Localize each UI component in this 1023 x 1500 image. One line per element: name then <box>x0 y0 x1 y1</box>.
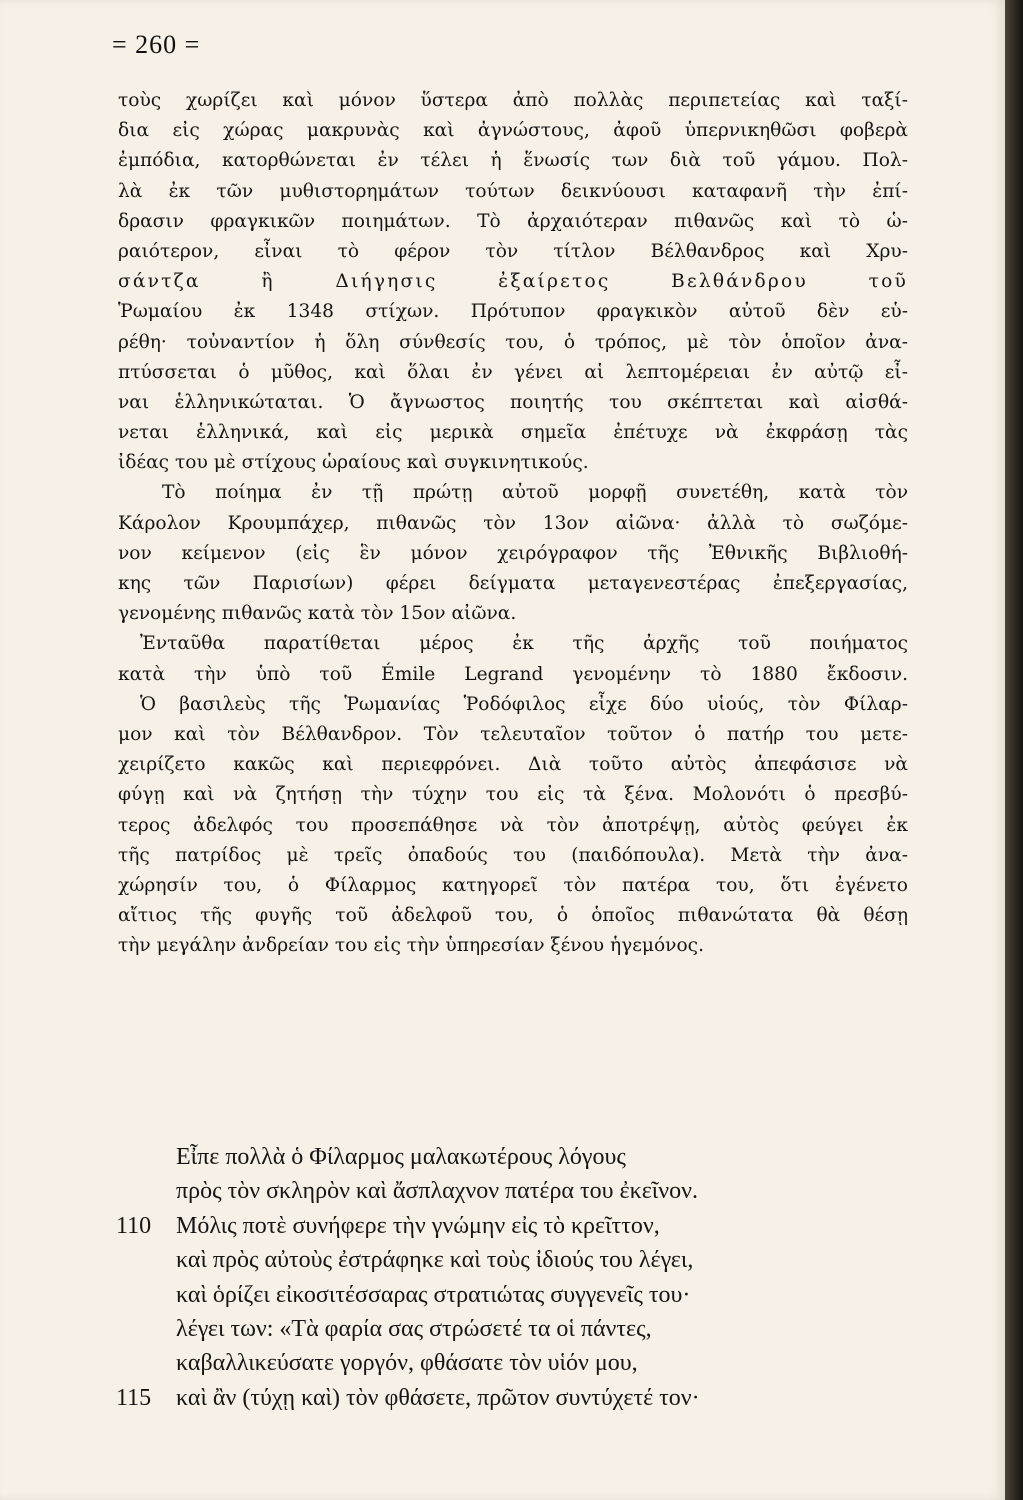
prose-line: Ὁ βασιλεὺς τῆς Ῥωμανίας Ῥοδόφιλος εἶχε δύο υἱούς, τὸν Φίλαρ- <box>140 693 908 715</box>
prose-line: ἐμπόδια, κατορθώνεται ἐν τέλει ἡ ἕνωσίς των διὰ τοῦ γάμου. Πολ- <box>118 150 908 172</box>
page-edge-shadow <box>1005 0 1023 1500</box>
page-number: = 260 = <box>112 30 201 59</box>
prose-line: ρέθη· τοὐναντίον ἡ ὅλη σύνθεσίς του, ὁ τρόπος, μὲ τὸν ὁποῖον ἀνα- <box>118 331 908 353</box>
prose-body <box>118 86 908 961</box>
verse-line-text: λέγει των: «Τὰ φαρία σας στρώσετέ τα οἱ πάντες, <box>176 1315 652 1342</box>
prose-line: κης τῶν Παρισίων) φέρει δείγματα μεταγενεστέρας ἐπεξεργασίας, <box>118 573 908 594</box>
prose-line: δρασιν φραγκικῶν ποιημάτων. Τὸ ἀρχαιότεραν πιθανῶς καὶ τὸ ὡ- <box>118 210 908 232</box>
prose-line: ναι ἑλληνικώταται. Ὁ ἄγνωστος ποιητής του σκέπτεται καὶ αἰσθά- <box>118 391 908 413</box>
verse-line-text: Μόλις ποτὲ συνήφερε τὴν γνώμην εἰς τὸ κρεῖττον, <box>176 1212 660 1239</box>
prose-line: πτύσσεται ὁ μῦθος, καὶ ὅλαι ἐν γένει αἱ λεπτομέρειαι ἐν αὐτῷ εἶ- <box>118 361 908 383</box>
verse-line <box>116 1174 876 1208</box>
verse-line <box>116 1140 876 1174</box>
prose-line: ἰδέας του μὲ στίχους ὡραίους καὶ συγκινητικούς. <box>118 452 589 474</box>
prose-line: φύγῃ καὶ νὰ ζητήσῃ τὴν τύχην του εἰς τὰ ξένα. Μολονότι ὁ πρεσβύ- <box>118 784 908 806</box>
prose-line: τῆς πατρίδος μὲ τρεῖς ὀπαδούς του (παιδόπουλα). Μετὰ τὴν ἀνα- <box>118 844 908 866</box>
verse-line <box>116 1243 876 1277</box>
verse-excerpt <box>116 1140 876 1415</box>
verse-line-number: 110 <box>116 1212 152 1239</box>
verse-line-text: καὶ ὁρίζει εἰκοσιτέσσαρας στρατιώτας συγγενεῖς του· <box>176 1281 691 1308</box>
prose-line: κατὰ τὴν ὑπὸ τοῦ Émile Legrand γενομένην τὸ 1880 ἔκδοσιν. <box>118 663 908 685</box>
prose-line: τὴν μεγάλην ἀνδρείαν του εἰς τὴν ὑπηρεσίαν ξένου ἡγεμόνος. <box>118 935 704 957</box>
prose-line: Ῥωμαίου ἐκ 1348 στίχων. Πρότυπον φραγκικὸν αὐτοῦ δὲν εὑ- <box>118 301 908 323</box>
prose-line: νεται ἑλληνικά, καὶ εἰς μερικὰ σημεῖα ἐπέτυχε νὰ ἐκφράσῃ τὰς <box>118 422 908 444</box>
verse-line-text: Εἶπε πολλὰ ὁ Φίλαρμος μαλακωτέρους λόγους <box>176 1144 626 1170</box>
prose-line: γενομένης πιθανῶς κατὰ τὸν 15ον αἰῶνα. <box>118 603 517 625</box>
verse-line-number: 115 <box>116 1384 152 1411</box>
verse-line <box>116 1312 876 1346</box>
verse-line-text: καὶ ἂν (τύχῃ καὶ) τὸν φθάσετε, πρῶτον συντύχετέ τον· <box>176 1384 700 1411</box>
prose-line: μον καὶ τὸν Βέλθανδρον. Τὸν τελευταῖον τοῦτον ὁ πατήρ του μετε- <box>118 723 908 745</box>
prose-line: νον κείμενον (εἰς ἓν μόνον χειρόγραφον τῆς Ἐθνικῆς Βιβλιοθή- <box>118 542 908 564</box>
prose-line: ραιότερον, εἶναι τὸ φέρον τὸν τίτλον Βέλθανδρος καὶ Χρυ- <box>118 240 908 262</box>
prose-line: Ἐνταῦθα παρατίθεται μέρος ἐκ τῆς ἀρχῆς τοῦ ποιήματος <box>140 633 908 655</box>
verse-line-text: καβαλλικεύσατε γοργόν, φθάσατε τὸν υἱόν μου, <box>176 1350 638 1377</box>
prose-line: χειρίζετο κακῶς καὶ περιεφρόνει. Διὰ τοῦτο αὐτὸς ἀπεφάσισε νὰ <box>118 754 908 776</box>
verse-line <box>116 1209 876 1243</box>
prose-line: τοὺς χωρίζει καὶ μόνον ὕστερα ἀπὸ πολλὰς περιπετείας καὶ ταξί- <box>118 90 908 111</box>
verse-line <box>116 1346 876 1380</box>
prose-line: χώρησίν του, ὁ Φίλαρμος κατηγορεῖ τὸν πατέρα του, ὅτι ἐγένετο <box>118 874 908 896</box>
verse-line <box>116 1278 876 1312</box>
prose-line: λὰ ἐκ τῶν μυθιστορημάτων τούτων δεικνύουσι καταφανῆ τὴν ἐπί- <box>118 180 908 202</box>
verse-line-text: πρὸς τὸν σκληρὸν καὶ ἄσπλαχνον πατέρα του ἐκεῖνον. <box>176 1178 698 1205</box>
verse-line-text: καὶ πρὸς αὐτοὺς ἐστράφηκε καὶ τοὺς ἰδιούς του λέγει, <box>176 1247 694 1274</box>
verse-line <box>116 1381 876 1415</box>
prose-line: Κάρολον Κρουμπάχερ, πιθανῶς τὸν 13ον αἰῶνα· ἀλλὰ τὸ σωζόμε- <box>118 512 908 534</box>
prose-line: σάντζα ἢ Διήγησις ἐξαίρετος Βελθάνδρου τοῦ <box>118 271 908 293</box>
prose-line: Τὸ ποίημα ἐν τῇ πρώτῃ αὐτοῦ μορφῇ συνετέθη, κατὰ τὸν <box>162 482 908 504</box>
prose-line: τερος ἀδελφός του προσεπάθησε νὰ τὸν ἀποτρέψῃ, αὐτὸς φεύγει ἐκ <box>118 814 908 836</box>
prose-line: αἴτιος τῆς φυγῆς τοῦ ἀδελφοῦ του, ὁ ὁποῖος πιθανώτατα θὰ θέσῃ <box>118 905 908 927</box>
prose-line: δια εἰς χώρας μακρυνὰς καὶ ἀγνώστους, ἀφοῦ ὑπερνικηθῶσι φοβερὰ <box>118 120 908 142</box>
